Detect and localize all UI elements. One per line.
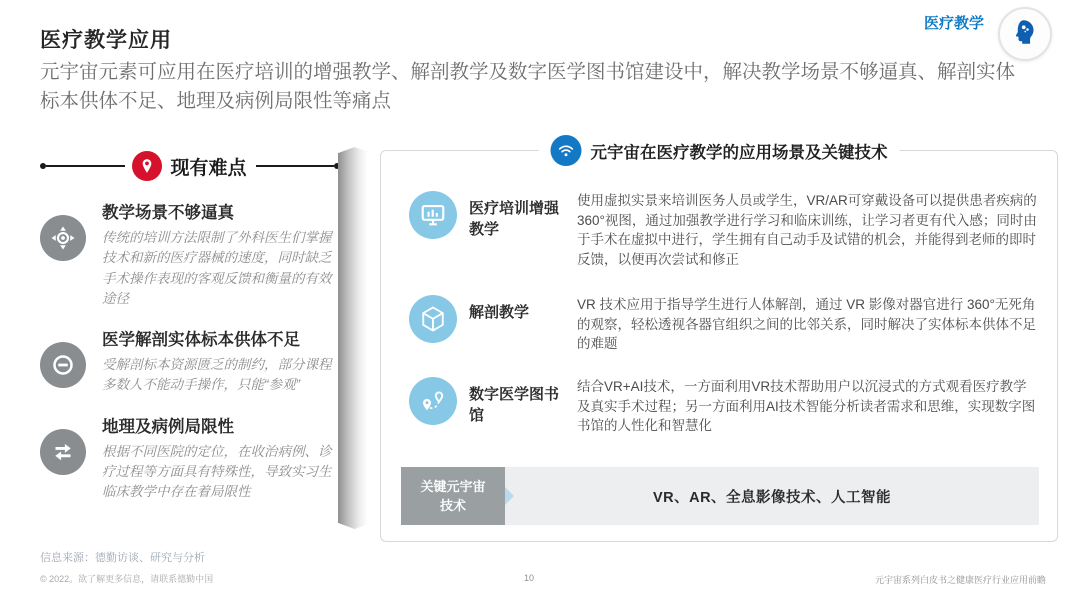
pain-point-title: 医学解剖实体标本供体不足 <box>102 331 300 349</box>
header-line-left <box>46 165 125 167</box>
pin-search-icon <box>132 151 162 181</box>
wifi-icon <box>551 135 582 166</box>
pain-point-desc: 传统的培训方法限制了外科医生们掌握技术和新的医疗器械的速度，同时缺乏手术操作表现的客观反馈和衡量的有效途径 <box>102 230 332 306</box>
application-panel <box>380 143 1058 542</box>
pain-points-title: 现有难点 <box>170 157 247 179</box>
head-badge <box>998 7 1052 61</box>
application-label: 数字医学图书馆 <box>469 386 560 424</box>
application-row <box>409 191 1037 270</box>
tech-banner <box>401 467 1039 525</box>
application-label: 解剖教学 <box>469 304 530 321</box>
pain-point-title: 教学场景不够逼真 <box>102 204 234 222</box>
pain-point-body <box>102 326 340 396</box>
page-number: 10 <box>524 573 535 583</box>
application-desc: 使用虚拟实景来培训医务人员或学生，VR/AR可穿戴设备可以提供患者疾病的360°视图，通过加强教学进行学习和临床训练，让学习者更有代入感；同时由于手术在虚拟中进行，学生拥有自己动手及试错的机会，并能得到老师的即时反馈，以便再次尝试和修正 <box>577 193 1037 268</box>
page-fold-divider <box>338 147 368 529</box>
application-panel-header <box>539 135 900 166</box>
map-pins-icon <box>409 377 457 425</box>
tech-banner-value: VR、AR、全息影像技术、人工智能 <box>505 467 1039 525</box>
pain-points-panel <box>40 150 340 502</box>
monitor-chart-icon <box>409 191 457 239</box>
pain-point-desc: 根据不同医院的定位，在收治病例、诊疗过程等方面具有特殊性，导致实习生临床教学中存在着局限性 <box>102 443 332 499</box>
footer-doc-title: 元宇宙系列白皮书之健康医疗行业应用前瞻 <box>874 575 1046 585</box>
pain-point-body <box>102 199 340 309</box>
pain-point-title: 地理及病例局限性 <box>102 417 234 436</box>
target-icon <box>40 215 86 261</box>
footer-source: 信息来源：德勤访谈、研究与分析 <box>40 552 205 564</box>
pain-point-item <box>40 199 340 309</box>
tech-banner-label: 关键元宇宙技术 <box>420 478 486 513</box>
application-desc: 结合VR+AI技术，一方面利用VR技术帮助用户以沉浸式的方式观看医疗教学及真实手术过程；另一方面利用AI技术智能分析读者需求和思维，实现数字图书馆的人性化和智慧化 <box>577 379 1036 434</box>
pain-point-item <box>40 413 340 503</box>
section-tag: 医疗教学 <box>923 15 984 32</box>
pain-point-body <box>102 413 340 503</box>
no-entry-icon <box>40 342 86 388</box>
footer-copyright: © 2022。欲了解更多信息，请联系德勤中国 <box>40 574 214 584</box>
page-title: 医疗教学应用 <box>40 29 172 52</box>
arrow-right-icon <box>505 487 514 505</box>
application-label: 医疗培训增强教学 <box>469 200 560 238</box>
application-panel-title: 元宇宙在医疗教学的应用场景及关键技术 <box>590 143 888 162</box>
pain-point-desc: 受解剖标本资源匮乏的制约，部分课程多数人不能动手操作，只能“参观” <box>102 357 332 393</box>
cube-icon <box>409 295 457 343</box>
application-desc: VR 技术应用于指导学生进行人体解剖，通过 VR 影像对器官进行 360°无死角的观察，轻松透视各器官组织之间的比邻关系，同时解决了实体标本供体不足的难题 <box>577 297 1036 352</box>
swap-arrows-icon <box>40 429 86 475</box>
page-subtitle: 元宇宙元素可应用在医疗培训的增强教学、解剖教学及数字医学图书馆建设中，解决教学场景不够逼真、解剖实体标本供体不足、地理及病例局限性等痛点 <box>40 61 1016 113</box>
head-brain-icon <box>1010 17 1040 52</box>
pain-point-item <box>40 326 340 396</box>
tech-banner-label-box <box>401 467 505 525</box>
pain-points-header <box>40 150 340 182</box>
application-row <box>409 377 1037 436</box>
application-row <box>409 295 1037 354</box>
header-line-right <box>256 165 335 167</box>
